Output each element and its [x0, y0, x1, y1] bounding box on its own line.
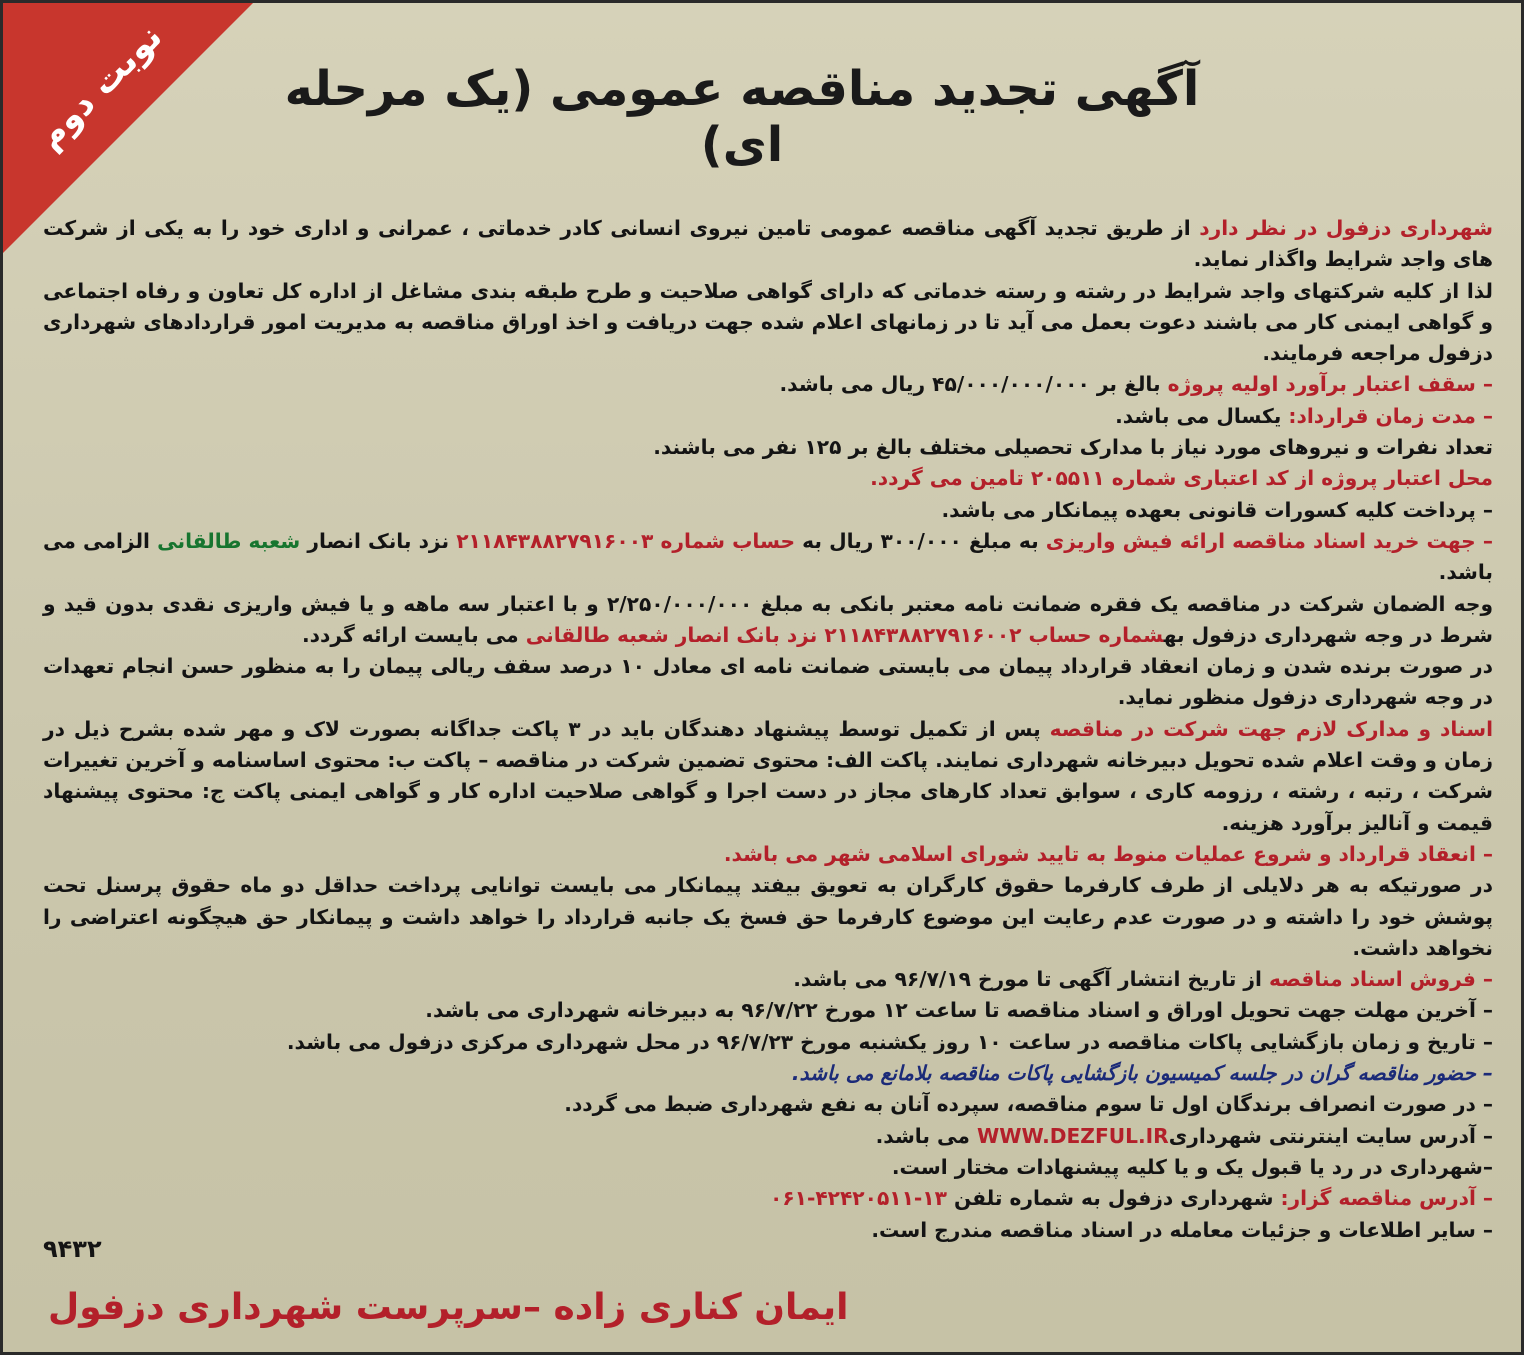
paragraph-withdrawal: – در صورت انصراف برندگان اول تا سوم مناقصه، سپرده آنان به نفع شهرداری ضبط می گردد. — [564, 1092, 1493, 1117]
budget-value: بالغ بر ۴۵/۰۰۰/۰۰۰/۰۰۰ ریال می باشد. — [779, 372, 1168, 397]
round-badge: نوبت دوم — [30, 16, 171, 158]
purchase-amount: به مبلغ ۳۰۰/۰۰۰ ریال به — [795, 528, 1046, 553]
paragraph-sale-period — [43, 964, 1493, 995]
purchase-label: – جهت خرید اسناد مناقصه ارائه فیش واریزی — [1045, 528, 1493, 553]
intro-text: از طریق تجدید آگهی مناقصه عمومی تامین نیروی انسانی کادر خدماتی ، عمرانی و اداری خود را به یکی از شرکت های واجد شرایط واگذار نماید. — [43, 216, 1493, 272]
paragraph-more-info: – سایر اطلاعات و جزئیات معامله در اسناد مناقصه مندرج است. — [871, 1217, 1493, 1242]
paragraph-guarantee — [43, 589, 1493, 652]
intro-highlight: شهرداری دزفول در نظر دارد — [1199, 216, 1493, 240]
paragraph-discretion: –شهرداری در رد یا قبول یک و یا کلیه پیشنهادات مختار است. — [891, 1154, 1493, 1179]
paragraph-website — [43, 1121, 1493, 1152]
duration-label: – مدت زمان قرارداد: — [1288, 403, 1493, 428]
paragraph-purchase — [43, 526, 1493, 589]
phone-number: ۰۶۱-۴۲۴۲۰۵۱۱-۱۳ — [770, 1186, 947, 1211]
guarantee-text: وجه الضمان شرکت در مناقصه یک فقره ضمانت نامه معتبر بانکی به مبلغ ۲/۲۵۰/۰۰۰/۰۰۰ و با اعتبار سه ماهه و یا فیش واریزی نقدی بدون قید و شرط در وجه شهرداری دزفول به — [43, 591, 1493, 647]
paragraph-opening: – تاریخ و زمان بازگشایی پاکات مناقصه در ساعت ۱۰ روز یکشنبه مورخ ۹۶/۷/۲۳ در محل شهرداری مرکزی دزفول می باشد. — [286, 1029, 1493, 1054]
paragraph-intro — [43, 213, 1493, 276]
paragraph-staff-count: تعداد نفرات و نیروهای مورد نیاز با مدارک تحصیلی مختلف بالغ بر ۱۲۵ نفر می باشند. — [653, 435, 1493, 460]
guarantee-end: می بایست ارائه گردد. — [302, 622, 526, 647]
sale-label: – فروش اسناد مناقصه — [1269, 967, 1493, 992]
paragraph-deductions: – پرداخت کلیه کسورات قانونی بعهده پیمانکار می باشد. — [941, 497, 1493, 522]
documents-label: اسناد و مدارک لازم جهت شرکت در مناقصه — [1049, 716, 1493, 741]
address-label: – آدرس مناقصه گزار: — [1280, 1186, 1493, 1211]
guarantee-account: شماره حساب ۲۱۱۸۴۳۸۸۲۷۹۱۶۰۰۲ نزد بانک انصار شعبه طالقانی — [525, 622, 1164, 647]
purchase-bank: نزد بانک انصار — [300, 528, 457, 553]
address-text: شهرداری دزفول به شماره تلفن — [946, 1186, 1281, 1211]
paragraph-address — [43, 1183, 1493, 1214]
signature-line: ایمان کناری زاده –سرپرست شهرداری دزفول — [48, 1287, 849, 1328]
budget-label: – سقف اعتبار برآورد اولیه پروژه — [1167, 372, 1493, 397]
paragraph-invitation: لذا از کلیه شرکتهای واجد شرایط در رشته و رسته خدماتی که دارای گواهی صلاحیت و طرح طبقه بندی مشاغل از اداره کل تعاون و رفاه اجتماعی و گواهی ایمنی کار می باشند دعوت بعمل می آید تا در زمانهای اعلام شده جهت دریافت و اخذ اوراق مناقصه به مدیریت امور قراردادهای شهرداری دزفول مراجعه فرمایند. — [43, 278, 1493, 366]
paragraph-duration — [43, 401, 1493, 432]
paragraph-documents — [43, 714, 1493, 839]
paragraph-budget-code: محل اعتبار پروژه از کد اعتباری شماره ۲۰۵۵۱۱ تامین می گردد. — [870, 466, 1493, 491]
paragraph-performance-bond: در صورت برنده شدن و زمان انعقاد قرارداد پیمان می بایستی ضمانت نامه ای معادل ۱۰ درصد سقف ریالی پیمان را به منظور حسن انجام تعهدات در وجه شهرداری دزفول منظور نماید. — [43, 654, 1493, 710]
website-link[interactable]: WWW.DEZFUL.IR — [976, 1123, 1169, 1148]
reference-number: ۹۴۳۲ — [43, 1235, 102, 1263]
purchase-account: حساب شماره ۲۱۱۸۴۳۸۸۲۷۹۱۶۰۰۳ — [456, 528, 796, 553]
sale-text: از تاریخ انتشار آگهی تا مورخ ۹۶/۷/۱۹ می باشد. — [793, 967, 1269, 992]
purchase-branch: شعبه طالقانی — [157, 528, 301, 553]
website-end: می باشد. — [875, 1123, 977, 1148]
paragraph-council-approval: – انعقاد قرارداد و شروع عملیات منوط به تایید شورای اسلامی شهر می باشد. — [723, 841, 1493, 866]
paragraph-budget — [43, 369, 1493, 400]
notice-title: آگهی تجدید مناقصه عمومی (یک مرحله ای) — [284, 61, 1200, 173]
purchase-end: الزامی می باشد. — [43, 528, 1493, 585]
duration-value: یکسال می باشد. — [1115, 403, 1289, 428]
documents-text: پس از تکمیل توسط پیشنهاد دهندگان باید در ۳ پاکت جداگانه بصورت لاک و مهر شده بشرح ذیل در زمان و وقت اعلام شده تحویل دبیرخانه شهرداری نمایند. پاکت الف: محتوی تضمین شرکت در مناقصه – پاکت ب: محتوی اساسنامه و آخرین تغییرات شرکت ، رتبه ، رشته ، رزومه کاری ، سوابق تعداد کارهای مجاز در دست اجرا و گواهی صلاحیت اداره کار و گواهی ایمنی پاکت ج: محتوی پیشنهاد قیمت و آنالیز برآورد هزینه. — [43, 716, 1493, 835]
website-label: – آدرس سایت اینترنتی شهرداری — [1168, 1123, 1493, 1148]
paragraph-attendance: – حضور مناقصه گران در جلسه کمیسیون بازگشایی پاکات مناقصه بلامانع می باشد. — [791, 1061, 1493, 1086]
notice-body — [43, 213, 1493, 1246]
paragraph-wages: در صورتیکه به هر دلایلی از طرف کارفرما حقوق کارگران به تعویق بیفتد پیمانکار می بایست توانایی پرداخت حداقل دو ماه حقوق پرسنل تحت پوشش خود را داشته و در صورت عدم رعایت این موضوع کارفرما حق فسخ یک جانبه قرارداد را خواهد داشت و پیمانکار حق هیچگونه اعتراضی را نخواهد داشت. — [43, 873, 1493, 960]
paragraph-deadline: – آخرین مهلت جهت تحویل اوراق و اسناد مناقصه تا ساعت ۱۲ مورخ ۹۶/۷/۲۲ به دبیرخانه شهرداری می باشد. — [425, 998, 1493, 1023]
